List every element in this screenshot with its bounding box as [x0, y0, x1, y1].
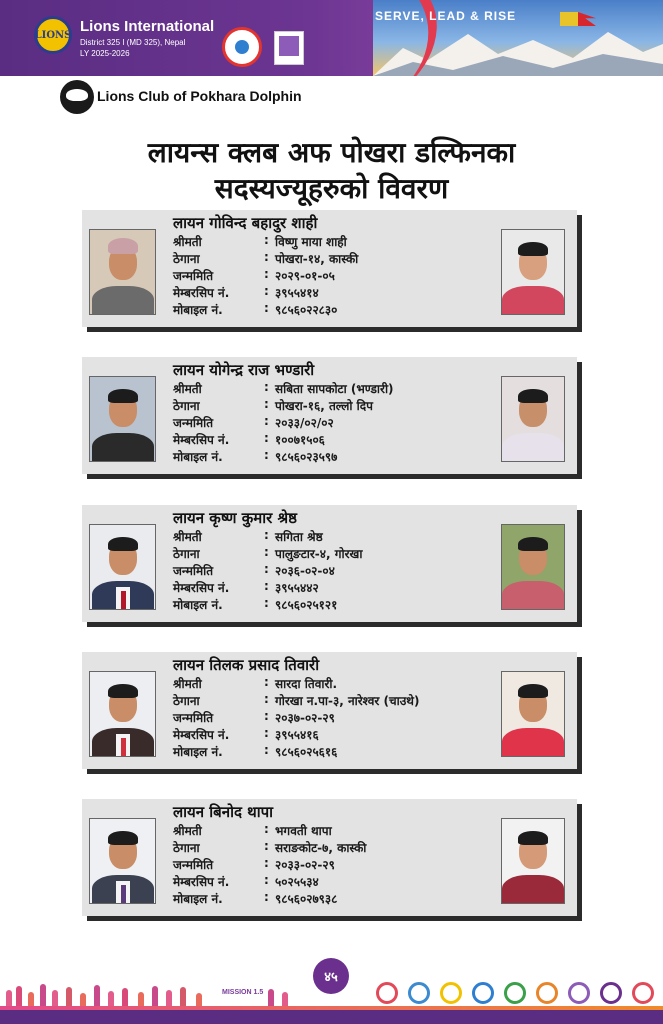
address-label: ठेगाना	[173, 252, 200, 266]
address-label: ठेगाना	[173, 841, 200, 855]
address-value: पोखरा-१४, कास्की	[275, 252, 359, 266]
header-banner	[0, 0, 663, 76]
theme-logo-icon	[274, 31, 304, 65]
mobile-label: मोबाइल नं.	[173, 892, 223, 906]
member-name: लायन तिलक प्रसाद तिवारी	[173, 656, 320, 674]
lions-year-text: LY 2025-2026	[80, 49, 130, 58]
address-label: ठेगाना	[173, 547, 200, 561]
mobile-value: ९८५६०२३५९७	[275, 450, 338, 464]
dob-label: जन्ममिति	[173, 564, 214, 578]
dob-value: २०२९-०१-०५	[275, 269, 335, 283]
spouse-photo	[501, 818, 565, 904]
dob-value: २०३७-०२-२९	[275, 711, 335, 725]
spouse-label: श्रीमती	[173, 824, 202, 838]
address-value: पालुङटार-४, गोरखा	[275, 547, 363, 561]
mobile-value: ९८५६०२५१२१	[275, 598, 338, 612]
mobile-label: मोबाइल नं.	[173, 303, 223, 317]
membership-value: ३९५५४४२	[275, 581, 319, 595]
address-label: ठेगाना	[173, 694, 200, 708]
membership-value: ५०२५५३४	[275, 875, 319, 889]
member-name: लायन योगेन्द्र राज भण्डारी	[173, 361, 315, 379]
vision-icon	[568, 982, 590, 1004]
spouse-photo	[501, 376, 565, 462]
member-name: लायन बिनोद थापा	[173, 803, 274, 821]
mobile-value: ९८५६०२७९३८	[275, 892, 338, 906]
district-text: District 325 I (MD 325), Nepal	[80, 38, 186, 47]
spouse-value: सगिता श्रेष्ठ	[275, 530, 323, 544]
spouse-value: विष्णु माया शाही	[275, 235, 347, 249]
mental-health-icon	[632, 982, 654, 1004]
member-photo	[89, 818, 156, 904]
mission-label: MISSION 1.5	[222, 989, 264, 996]
member-card: लायन कृष्ण कुमार श्रेष्ठ श्रीमती : सगिता श्रेष्ठ ठेगाना : पालुङटार-४, गोरखा जन्ममिति : २०३६-०२-०४ मेम्बरसिप नं. : ३९५५४४२ मोबाइल नं. : ९८५६०२५१२१	[82, 505, 582, 627]
member-name: लायन कृष्ण कुमार श्रेष्ठ	[173, 509, 297, 527]
district-emblem-icon	[222, 27, 262, 67]
dob-label: जन्ममिति	[173, 858, 214, 872]
org-title: Lions International	[80, 18, 215, 35]
childhood-cancer-icon	[440, 982, 462, 1004]
environment-icon	[504, 982, 526, 1004]
page-number: ४५	[313, 958, 349, 994]
mobile-value: ९८५६०२५६१६	[275, 745, 338, 759]
dob-value: २०३३-०२-२९	[275, 858, 335, 872]
lions-international-logo: LIONS	[34, 16, 72, 54]
membership-label: मेम्बरसिप नं.	[173, 433, 230, 447]
humanitarian-icon	[408, 982, 430, 1004]
member-card: लायन बिनोद थापा श्रीमती : भगवती थापा ठेगाना : सराङकोट-७, कास्की जन्ममिति : २०३३-०२-२९ मेम्बरसिप नं. : ५०२५५३४ मोबाइल नं. : ९८५६०२७९३८	[82, 799, 582, 921]
dob-value: २०३६-०२-०४	[275, 564, 335, 578]
membership-value: ३९५५४१६	[275, 728, 319, 742]
address-value: पोखरा-१६, तल्लो दिप	[275, 399, 373, 413]
diabetes-icon	[472, 982, 494, 1004]
mobile-label: मोबाइल नं.	[173, 745, 223, 759]
spouse-photo	[501, 671, 565, 757]
mobile-value: ९८५६०२२८३०	[275, 303, 338, 317]
membership-label: मेम्बरसिप नं.	[173, 728, 230, 742]
page-title-line-1: लायन्स क्लब अफ पोखरा डल्फिनका	[147, 136, 516, 169]
dob-label: जन्ममिति	[173, 269, 214, 283]
club-name: Lions Club of Pokhara Dolphin	[97, 88, 302, 104]
spouse-label: श्रीमती	[173, 382, 202, 396]
member-card: लायन तिलक प्रसाद तिवारी श्रीमती : सारदा तिवारी. ठेगाना : गोरखा न.पा-३, नारेश्वर (चाउथे) जन्ममिति : २०३७-०२-२९ मेम्बरसिप नं. : ३९५५४१६ मोबाइल नं. : ९८५६०२५६१६	[82, 652, 582, 774]
address-value: सराङकोट-७, कास्की	[275, 841, 367, 855]
spouse-photo	[501, 229, 565, 315]
address-label: ठेगाना	[173, 399, 200, 413]
mobile-label: मोबाइल नं.	[173, 450, 223, 464]
membership-label: मेम्बरसिप नं.	[173, 581, 230, 595]
hunger-icon	[536, 982, 558, 1004]
member-card: लायन योगेन्द्र राज भण्डारी श्रीमती : सबिता सापकोटा (भण्डारी) ठेगाना : पोखरा-१६, तल्लो दिप जन्ममिति : २०३३/०२/०२ मेम्बरसिप नं. : १००७१५०६ मोबाइल नं. : ९८५६०२३५९७	[82, 357, 582, 479]
dob-label: जन्ममिति	[173, 711, 214, 725]
spouse-label: श्रीमती	[173, 235, 202, 249]
dob-label: जन्ममिति	[173, 416, 214, 430]
dolphin-club-logo	[60, 80, 94, 114]
spouse-value: सबिता सापकोटा (भण्डारी)	[275, 382, 394, 396]
spouse-photo	[501, 524, 565, 610]
spouse-label: श्रीमती	[173, 677, 202, 691]
membership-value: ३९५५४१४	[275, 286, 319, 300]
membership-label: मेम्बरसिप नं.	[173, 875, 230, 889]
member-photo	[89, 229, 156, 315]
membership-value: १००७१५०६	[275, 433, 325, 447]
mobile-label: मोबाइल नं.	[173, 598, 223, 612]
spouse-value: सारदा तिवारी.	[275, 677, 338, 691]
membership-label: मेम्बरसिप नं.	[173, 286, 230, 300]
disaster-relief-icon	[600, 982, 622, 1004]
dob-value: २०३३/०२/०२	[275, 416, 334, 430]
member-photo	[89, 524, 156, 610]
member-card: लायन गोविन्द बहादुर शाही श्रीमती : विष्णु माया शाही ठेगाना : पोखरा-१४, कास्की जन्ममिति : २०२९-०१-०५ मेम्बरसिप नं. : ३९५५४१४ मोबाइल नं. : ९८५६०२२८३०	[82, 210, 582, 332]
spouse-value: भगवती थापा	[275, 824, 332, 838]
address-value: गोरखा न.पा-३, नारेश्वर (चाउथे)	[275, 694, 420, 708]
footer-strip	[0, 1010, 663, 1024]
lions-flag-icon	[560, 12, 578, 26]
page-title-line-2: सदस्यज्यूहरुको विवरण	[214, 172, 449, 205]
member-photo	[89, 671, 156, 757]
member-name: लायन गोविन्द बहादुर शाही	[173, 214, 318, 232]
youth-icon	[376, 982, 398, 1004]
spouse-label: श्रीमती	[173, 530, 202, 544]
slogan: SERVE, LEAD & RISE	[375, 9, 517, 23]
member-photo	[89, 376, 156, 462]
